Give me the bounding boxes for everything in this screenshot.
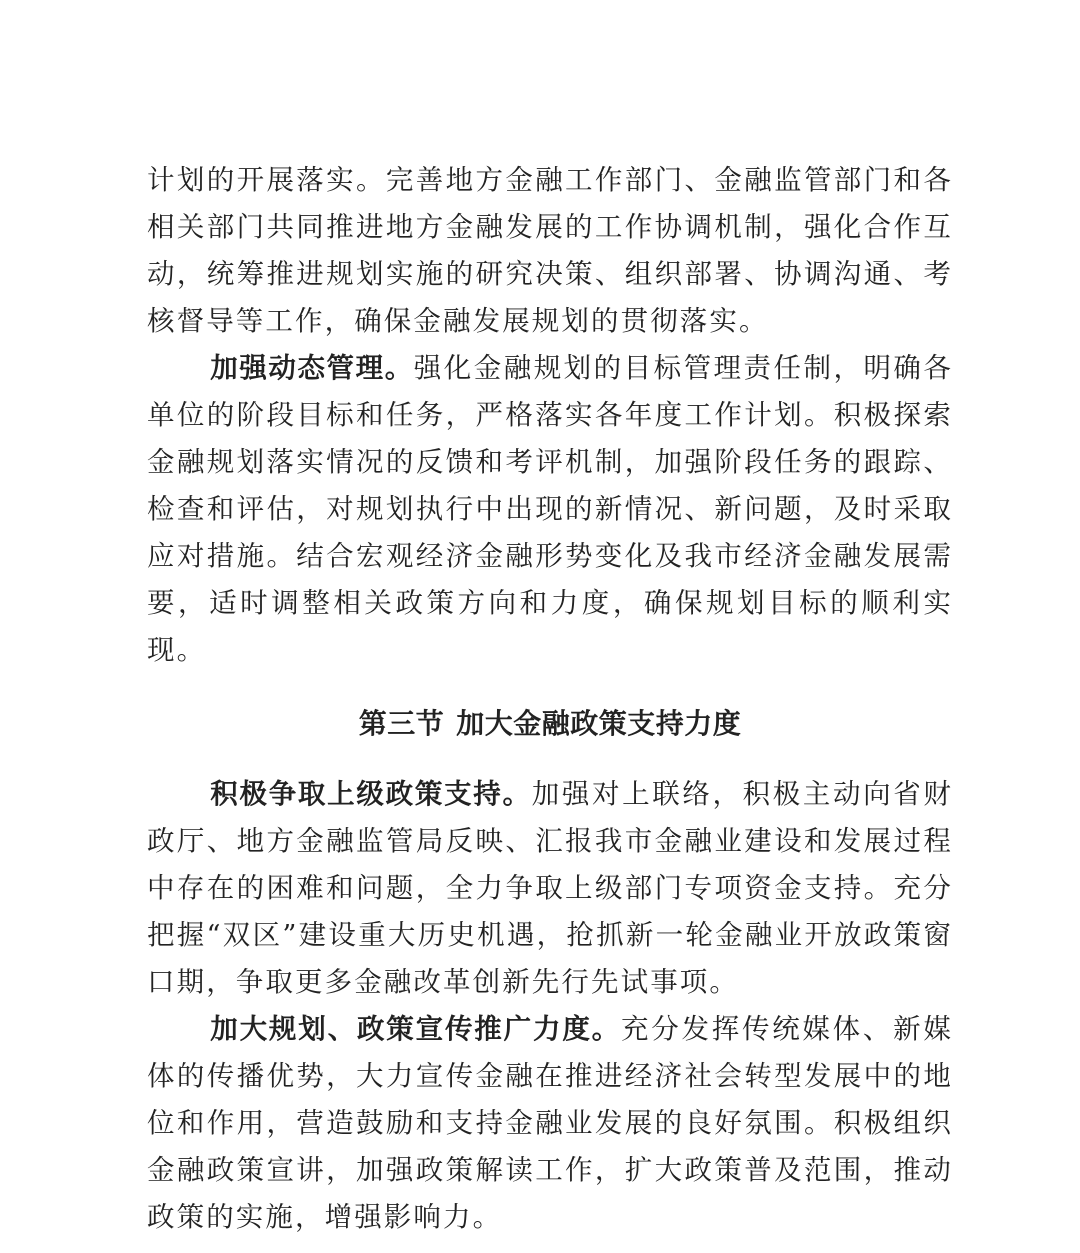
publicity-body: 充分发挥传统媒体、新媒体的传播优势，大力宣传金融在推进经济社会转型发展中的地位和作用，营造鼓励和支持金融业发展的良好氛围。积极组织金融政策宣讲，加强政策解读工作，扩大政策普及范围，推动政策的实施，增强影响力。 (147, 1013, 953, 1233)
dynamic-management-paragraph (147, 345, 953, 674)
section-number: 第三节 (358, 707, 445, 740)
section-heading: 加大金融政策支持力度 (456, 707, 742, 740)
section-title (147, 700, 953, 747)
dynamic-management-heading: 加强动态管理。 (210, 352, 414, 384)
publicity-heading: 加大规划、政策宣传推广力度。 (210, 1013, 621, 1045)
publicity-paragraph (147, 1006, 953, 1241)
intro-paragraph: 计划的开展落实。完善地方金融工作部门、金融监管部门和各相关部门共同推进地方金融发展的工作协调机制，强化合作互动，统筹推进规划实施的研究决策、组织部署、协调沟通、考核督导等工作，确保金融发展规划的贯彻落实。 (147, 164, 953, 337)
superior-policy-paragraph (147, 771, 953, 1006)
superior-policy-body: 加强对上联络，积极主动向省财政厅、地方金融监管局反映、汇报我市金融业建设和发展过程中存在的困难和问题，全力争取上级部门专项资金支持。充分把握“双区”建设重大历史机遇，抢抓新一轮金融业开放政策窗口期，争取更多金融改革创新先行先试事项。 (147, 778, 953, 998)
dynamic-management-body: 强化金融规划的目标管理责任制，明确各单位的阶段目标和任务，严格落实各年度工作计划。积极探索金融规划落实情况的反馈和考评机制，加强阶段任务的跟踪、检查和评估，对规划执行中出现的新情况、新问题，及时采取应对措施。结合宏观经济金融形势变化及我市经济金融发展需要，适时调整相关政策方向和力度，确保规划目标的顺利实现。 (147, 352, 953, 666)
superior-policy-heading: 积极争取上级政策支持。 (210, 778, 532, 810)
document-page (147, 157, 953, 1241)
